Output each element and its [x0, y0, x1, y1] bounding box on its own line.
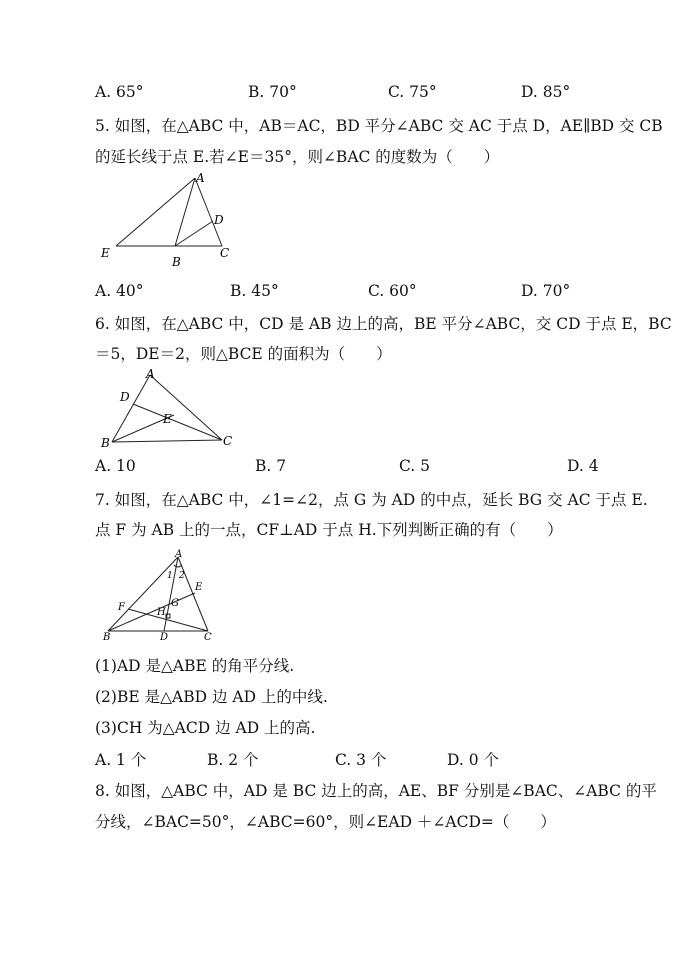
q6-stem-line1: 6. 如图，在△ABC 中，CD 是 AB 边上的高，BE 平分∠ABC，交 CD 于点 E，BC: [95, 315, 672, 333]
q8-stem-line1: 8. 如图，△ABC 中，AD 是 BC 边上的高，AE、BF 分别是∠BAC、∠ABC 的平: [95, 782, 657, 800]
q6-segment-bc: [112, 440, 222, 442]
q5-label-a: A: [196, 171, 205, 185]
q6-segment-cd: [133, 404, 222, 440]
q4-option-a: A. 65°: [95, 83, 144, 101]
q5-segment-bd: [175, 221, 213, 246]
q7-label-c: C: [204, 632, 212, 643]
q7-stem-line2: 点 F 为 AB 上的一点，CF⊥AD 于点 H.下列判断正确的有（ ）: [95, 521, 563, 539]
q7-label-f: F: [118, 602, 125, 613]
q7-label-2: 2: [179, 571, 185, 581]
q5-stem-line2: 的延长线于点 E.若∠E＝35°，则∠BAC 的度数为（ ）: [95, 148, 500, 166]
q6-option-b: B. 7: [255, 457, 287, 475]
q6-option-a: A. 10: [95, 457, 136, 475]
q7-statement-2: (2)BE 是△ABD 边 AD 上的中线.: [95, 688, 328, 706]
q5-label-e: E: [101, 246, 110, 260]
q5-option-a: A. 40°: [95, 282, 144, 300]
q6-label-b: B: [101, 436, 110, 450]
q7-angle-mark: [174, 565, 182, 567]
q6-stem-line2: ＝5，DE＝2，则△BCE 的面积为（ ）: [95, 345, 392, 363]
q5-stem-line1: 5. 如图，在△ABC 中，AB＝AC，BD 平分∠ABC 交 AC 于点 D，AE∥BD 交 CB: [95, 117, 663, 135]
q6-label-e: E: [163, 412, 172, 426]
q7-label-h: H: [157, 607, 166, 618]
q7-label-e: E: [195, 582, 203, 593]
q5-segment-ea: [116, 178, 195, 246]
q6-label-d: D: [120, 390, 130, 404]
q5-label-d: D: [214, 213, 224, 227]
q7-label-1: 1: [167, 571, 173, 581]
q8-stem-line2: 分线，∠BAC=50°，∠ABC=60°，则∠EAD ＋∠ACD=（ ）: [95, 813, 556, 831]
q4-option-c: C. 75°: [388, 83, 437, 101]
q7-option-b: B. 2 个: [207, 751, 259, 769]
q5-option-d: D. 70°: [521, 282, 571, 300]
q7-label-d: D: [160, 632, 169, 643]
q7-statement-1: (1)AD 是△ABE 的角平分线.: [95, 657, 295, 675]
q7-option-c: C. 3 个: [335, 751, 387, 769]
q7-label-b: B: [103, 632, 111, 643]
q6-option-c: C. 5: [399, 457, 431, 475]
q6-segment-ac: [150, 375, 222, 440]
q7-label-g: G: [171, 598, 179, 609]
q5-label-b: B: [172, 255, 181, 269]
q7-figure: [100, 543, 224, 643]
q6-figure: [100, 366, 240, 452]
q5-figure: [100, 168, 250, 270]
q5-option-b: B. 45°: [230, 282, 279, 300]
q7-label-a: A: [175, 549, 183, 560]
q5-label-c: C: [220, 246, 230, 260]
q7-option-d: D. 0 个: [447, 751, 500, 769]
q7-stem-line1: 7. 如图，在△ABC 中，∠1=∠2，点 G 为 AD 的中点，延长 BG 交 AC 于点 E.: [95, 491, 648, 509]
q5-segment-ac: [195, 178, 222, 246]
q4-option-b: B. 70°: [248, 83, 297, 101]
q6-option-d: D. 4: [567, 457, 599, 475]
q5-option-c: C. 60°: [368, 282, 417, 300]
q7-statement-3: (3)CH 为△ACD 边 AD 上的高.: [95, 719, 316, 737]
q6-label-c: C: [223, 434, 233, 448]
q6-label-a: A: [146, 367, 155, 381]
q5-segment-ab: [175, 178, 195, 246]
q7-option-a: A. 1 个: [95, 751, 147, 769]
q4-option-d: D. 85°: [521, 83, 571, 101]
